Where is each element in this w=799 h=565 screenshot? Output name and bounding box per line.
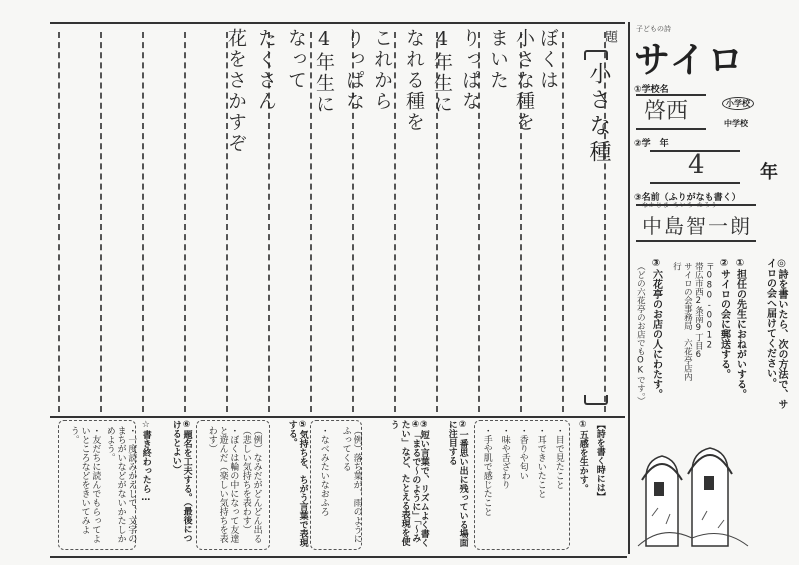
poem-line: 小さな種を [513,28,535,133]
submit-option-mail: ②サイロの会に郵送する。 [718,258,730,379]
writing-line [394,32,396,412]
poem-line: まいた [487,28,509,91]
poem-line: なって [285,28,307,91]
submit-option-teacher: ①担任の先生におねがいする。 [734,258,746,399]
poem-title: 小さな種 [586,62,611,166]
submit-instructions-heading: ◎詩を書いたら、次の方法で、サイロの会へ届けてください。 [764,258,787,409]
writing-line [100,32,102,412]
kids-poem-label: 子どもの詩 [636,25,671,33]
poem-line: 4年生に [313,28,335,115]
grade-unit: 年 [760,162,778,183]
sense-item: ・目で見たこと [553,426,564,489]
writing-line [310,32,312,412]
title-bracket-top [584,50,608,60]
title-bracket-bottom [584,395,608,405]
poem-line: 花をさかすぞ [225,28,247,154]
mail-address: 帯広市西2条南9丁目6 [693,262,704,360]
brand-title: サイロ [634,40,746,81]
grade-value: 4 [688,150,705,180]
sense-item: ・手や肌で感じたこと [481,426,492,516]
poem-line: りっぱな [343,28,365,112]
name-label: ③名前（ふりがなも書く） [634,193,741,203]
shop-note: （どの六花亭のお店でもOKです。） [635,262,646,406]
writing-line [562,32,564,412]
poem-line: これから [371,28,393,112]
after-writing-item: ・一度読みかえして、文字のまちがいなどがないかたしかめよう。 [104,426,137,543]
tip-memorable-scene: ②一番思い出に残っている場面に注目する [446,420,468,547]
writing-line [184,32,186,412]
name-value: 中島智一朗 [642,214,752,238]
writing-line [58,32,60,412]
mail-recipient: サイロの会事務局 六花亭店内 [682,262,693,381]
tip-short-words: ③短い言葉で、リズムよく書く [418,420,429,547]
sense-item: ・味や舌ざわり [499,426,510,489]
mail-recipient-suffix: 行 [671,262,682,271]
after-writing-item: ・友だちに読んでもらってよいところなどをきいてみよう。 [68,426,101,543]
silo-illustration-icon [632,420,752,548]
metaphor-example-2: ・なべみたいなおふろ [318,426,329,516]
poem-line: りっぱな [459,28,481,112]
submit-option-shop: ③六花亭のお店の人にわたす。 [650,258,662,399]
tips-heading: 【詩を書く時には】 [594,420,605,501]
tip-title: ⑥題名を工夫する。（最後につけるとよい） [170,420,192,543]
poem-line: 4年生に [431,28,453,115]
mail-postcode: 〒080-0012 [704,262,715,351]
poem-line: ぼくは [537,28,559,91]
poem-line: たくさん [255,28,277,112]
sense-item: ・耳できいたこと [535,426,546,498]
writing-line [142,32,144,412]
tip-five-senses: ①五感を生かす。 [577,420,588,493]
junior-high-option: 中学校 [724,119,748,128]
tip-after-writing: ☆書き終わったら… [140,420,151,503]
feelings-example: （例）なみだがどんどん出る（悲しい気持ちを表わす） [240,426,262,543]
name-furigana: なかじま ちいち たろう [642,202,718,209]
grade-label: ②学 年 [634,139,669,149]
poem-line: なれる種を [403,28,425,133]
tip-metaphor: ④「まるで〜のように」「〜みたい」など、たとえる表現を使う [388,420,421,546]
feelings-example-2: ・ぼくは輪の中になって友達と遊んだ（楽しい気持ちを表わす） [206,426,239,543]
school-label: ①学校名 [634,85,669,95]
title-label: 題 [602,30,617,43]
elementary-option: 小学校 [722,98,754,109]
metaphor-example: （例）落ち葉が、雨のようにふってくる [340,426,362,543]
school-value: 啓西 [644,99,689,124]
tip-feelings: ⑤気持ちを、ちがう言葉で表現する。 [286,420,308,547]
sense-item: ・香りや匂い [517,426,528,480]
